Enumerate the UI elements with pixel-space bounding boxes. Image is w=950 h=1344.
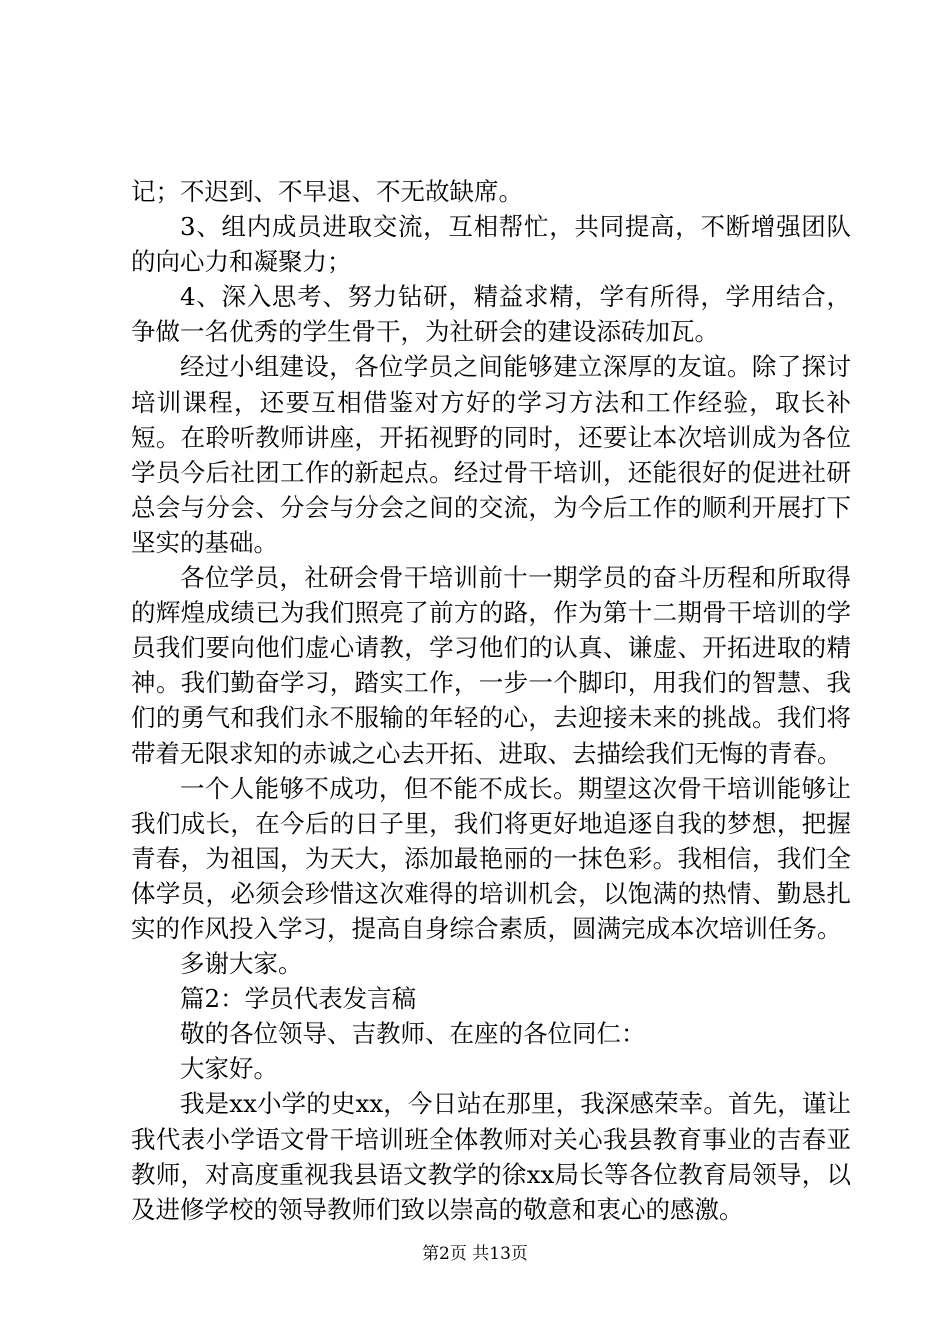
- paragraph: 3、组内成员进取交流，互相帮忙，共同提高，不断增强团队的向心力和凝聚力；: [131, 212, 851, 277]
- paragraph: 经过小组建设，各位学员之间能够建立深厚的友谊。除了探讨培训课程，还要互相借鉴对方好的学习方法和工作经验，取长补短。在聆听教师讲座，开拓视野的同时，还要让本次培训成为各位学员今后社团工作的新起点。经过骨干培训，还能很好的促进社研总会与分会、分会与分会之间的交流，为今后工作的顺利开展打下坚实的基础。: [131, 352, 851, 557]
- paragraph: 我是xx小学的史xx，今日站在那里，我深感荣幸。首先，谨让我代表小学语文骨干培训班全体教师对关心我县教育事业的吉春亚教师，对高度重视我县语文教学的徐xx局长等各位教育局领导，以及进修学校的领导教师们致以崇高的敬意和衷心的感激。: [131, 1089, 851, 1224]
- paragraph: 各位学员，社研会骨干培训前十一期学员的奋斗历程和所取得的辉煌成绩已为我们照亮了前方的路，作为第十二期骨干培训的学员我们要向他们虚心请教，学习他们的认真、谦虚、开拓进取的精神。我们勤奋学习，踏实工作，一步一个脚印，用我们的智慧、我们的勇气和我们永不服输的年轻的心，去迎接未来的挑战。我们将带着无限求知的赤诚之心去开拓、进取、去描绘我们无悔的青春。: [131, 563, 851, 768]
- page-number-footer: 第2页 共13页: [422, 1244, 528, 1264]
- salutation: 敬的各位领导、吉教师、在座的各位同仁：: [180, 1019, 646, 1049]
- paragraph: 多谢大家。: [180, 949, 303, 979]
- paragraph: 4、深入思考、努力钻研，精益求精，学有所得，学用结合，争做一名优秀的学生骨干，为社研会的建设添砖加瓦。: [131, 282, 851, 347]
- paragraph: 记；不迟到、不早退、不无故缺席。: [131, 177, 523, 206]
- document-body: [131, 174, 851, 1227]
- greeting: 大家好。: [180, 1054, 278, 1084]
- section-heading: 篇2：学员代表发言稿: [180, 984, 417, 1014]
- paragraph: 一个人能够不成功，但不能不成长。期望这次骨干培训能够让我们成长，在今后的日子里，我们将更好地追逐自我的梦想，把握青春，为祖国，为天大，添加最艳丽的一抹色彩。我相信，我们全体学员，必须会珍惜这次难得的培训机会，以饱满的热情、勤恳扎实的作风投入学习，提高自身综合素质，圆满完成本次培训任务。: [131, 773, 851, 943]
